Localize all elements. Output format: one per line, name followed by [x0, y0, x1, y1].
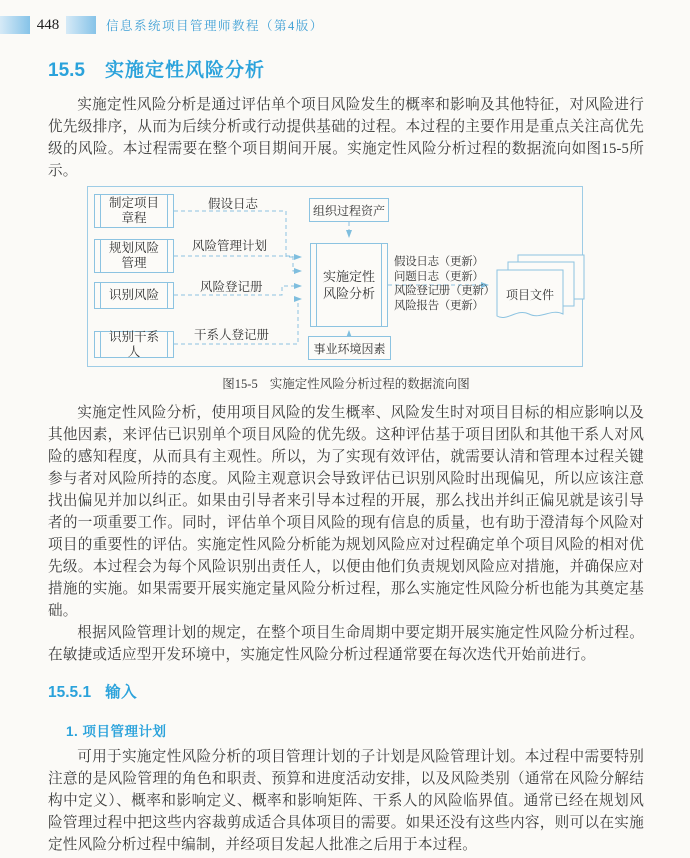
data-flow-diagram	[87, 186, 583, 367]
figure-caption-text: 实施定性风险分析过程的数据流向图	[269, 377, 470, 391]
subsection-heading	[48, 680, 644, 702]
flow-label-risk-register: 风险登记册	[200, 280, 263, 294]
process-box-develop-charter: 制定项目章程	[94, 194, 174, 228]
output-label-risk-register-update: 风险登记册（更新）	[394, 285, 495, 297]
output-labels	[394, 255, 495, 313]
box-enterprise-environmental-factors: 事业环境因素	[308, 336, 391, 360]
output-label-assumption-log-update: 假设日志（更新）	[394, 256, 484, 268]
paragraph-lifecycle: 根据风险管理计划的规定，在整个项目生命周期中要定期开展实施定性风险分析过程。在敏捷或适应型开发环境中，实施定性风险分析过程通常要在每次迭代开始前进行。	[48, 625, 644, 663]
process-box-plan-risk-management: 规划风险管理	[94, 239, 174, 273]
paragraph-intro: 实施定性风险分析是通过评估单个项目风险发生的概率和影响及其他特征，对风险进行优先级排序，从而为后续分析或行动提供基础的过程。本过程的主要作用是重点关注高优先级的风险。本过程需要在整个项目期间开展。实施定性风险分析过程的数据流向如图15-5所示。	[48, 97, 644, 179]
box-organizational-process-assets: 组织过程资产	[309, 198, 389, 222]
process-box-perform-qualitative-risk-analysis: 实施定性风险分析	[310, 243, 388, 327]
flow-label-risk-management-plan: 风险管理计划	[192, 239, 268, 253]
subsection-title: 输入	[105, 684, 138, 701]
section-heading	[48, 55, 644, 82]
page-number: 448	[36, 16, 60, 33]
section-title: 实施定性风险分析	[104, 60, 265, 81]
paragraph-assessment: 实施定性风险分析，使用项目风险的发生概率、风险发生时对项目目标的相应影响以及其他因素，来评估已识别单个项目风险的优先级。这种评估基于项目团队和其他干系人对风险的感知程度，从而具有主观性。所以，为了实现有效评估，就需要认清和管理本过程关键参与者对风险所持的态度。风险主观意识会导致评估已识别风险时出现偏见，所以应该注意找出偏见并加以纠正。如果由引导者来引导本过程的开展，那么找出并纠正偏见就是该引导者的一项重要工作。同时，评估单个项目风险的现有信息的质量，也有助于澄清每个风险对项目的重要性的评估。实施定性风险分析能为规划风险应对过程确定单个项目风险的相对优先级。本过程会为每个风险识别出责任人，以便由他们负责规划风险应对措施，并确保应对措施的实施。如果需要开展实施定量风险分析过程，那么实施定性风险分析也能为其奠定基础。	[48, 405, 644, 619]
output-label-risk-report-update: 风险报告（更新）	[394, 299, 484, 312]
flow-label-assumption-log: 假设日志	[208, 197, 259, 211]
figure-caption	[48, 374, 644, 392]
page-number-left-square	[0, 16, 30, 34]
section-number: 15.5	[48, 60, 85, 81]
book-title: 信息系统项目管理师教程（第4版）	[106, 19, 324, 33]
box-project-documents: 项目文件	[505, 287, 554, 302]
figure-caption-number: 图15-5	[222, 377, 258, 391]
flow-label-stakeholder-register: 干系人登记册	[194, 328, 270, 342]
process-box-identify-stakeholders: 识别干系人	[94, 331, 174, 358]
subsection-number: 15.5.1	[48, 684, 92, 701]
output-label-issue-log-update: 问题日志（更新）	[394, 270, 484, 283]
page-content	[48, 0, 644, 856]
paragraph-pm-plan: 可用于实施定性风险分析的项目管理计划的子计划是风险管理计划。本过程中需要特别注意的是风险管理的角色和职责、预算和进度活动安排，以及风险类别（通常在风险分解结构中定义）、概率和影响定义、概率和影响矩阵、干系人的风险临界值。通常已经在规划风险管理过程中把这些内容裁剪成适合具体项目的需要。如果还没有这些内容，则可以在实施定性风险分析过程中编制，并经项目发起人批准之后用于本过程。	[48, 749, 644, 853]
process-box-identify-risks: 识别风险	[94, 282, 174, 309]
sub-item-project-management-plan: 1. 项目管理计划	[66, 724, 167, 739]
